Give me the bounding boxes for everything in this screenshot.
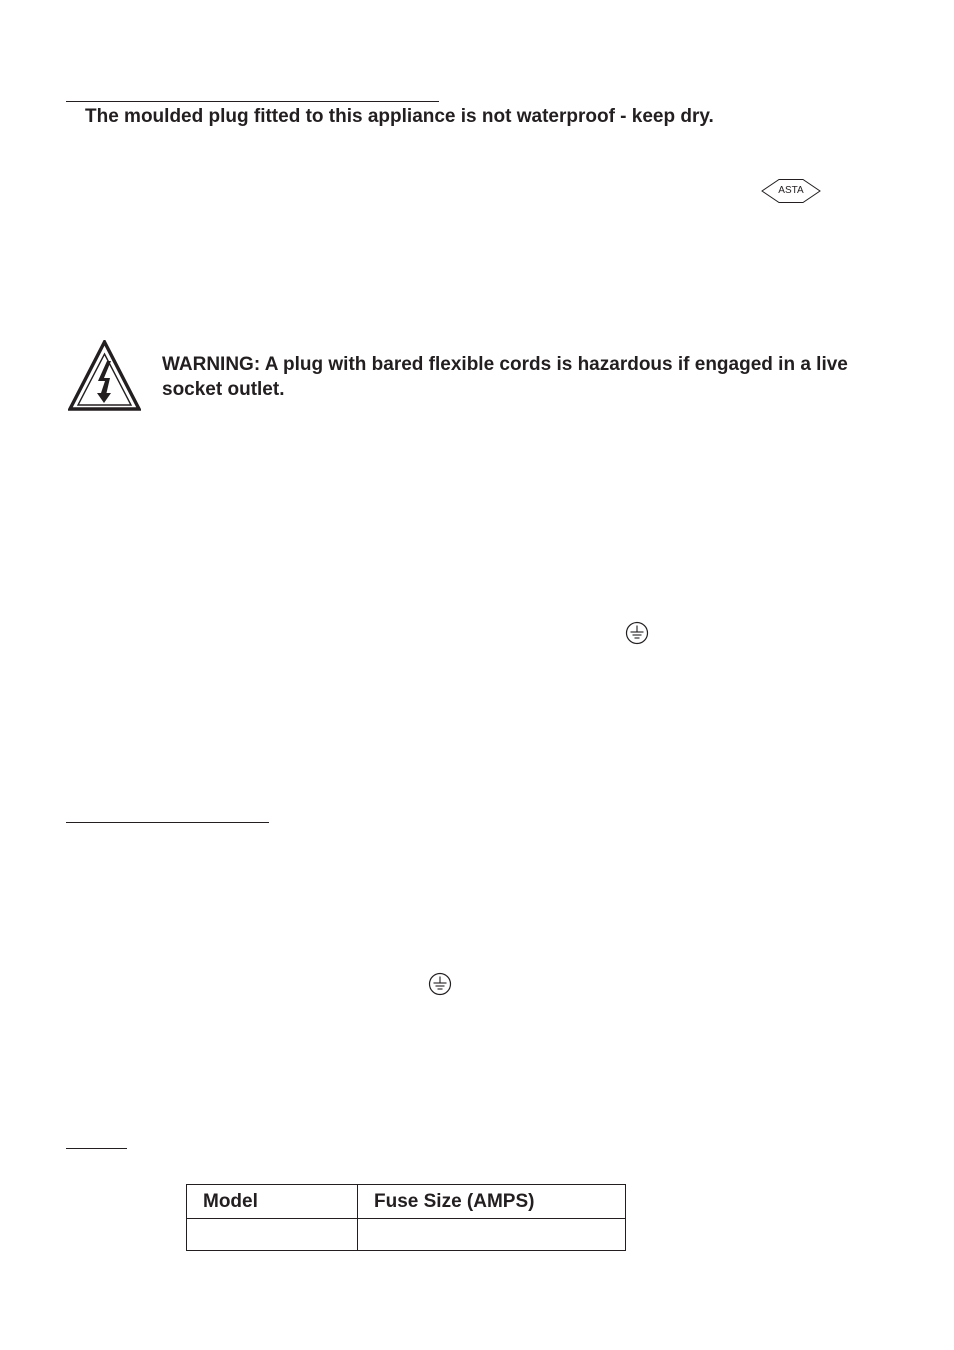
table-row: [187, 1219, 626, 1251]
plug-notice-text: The moulded plug fitted to this appliance is not waterproof - keep dry.: [85, 106, 714, 127]
table-header-fuse-size: Fuse Size (AMPS): [358, 1185, 626, 1219]
section-heading-rule-1: [66, 101, 439, 102]
table-header-model: Model: [187, 1185, 358, 1219]
table-header-row: [187, 1185, 626, 1219]
earth-ground-icon: [428, 972, 452, 996]
section-heading-rule-2: [66, 822, 269, 823]
asta-approval-icon: [761, 178, 821, 204]
section-heading-rule-3: [66, 1148, 127, 1149]
table-cell-fuse-size: [358, 1219, 626, 1251]
electric-hazard-icon: [68, 340, 141, 411]
warning-text: WARNING: A plug with bared flexible cords is hazardous if engaged in a live socket outlet.: [162, 354, 848, 400]
earth-ground-icon: [625, 621, 649, 645]
table-cell-model: [187, 1219, 358, 1251]
asta-mark-label: ASTA: [778, 185, 804, 196]
fuse-size-table: [186, 1184, 626, 1251]
